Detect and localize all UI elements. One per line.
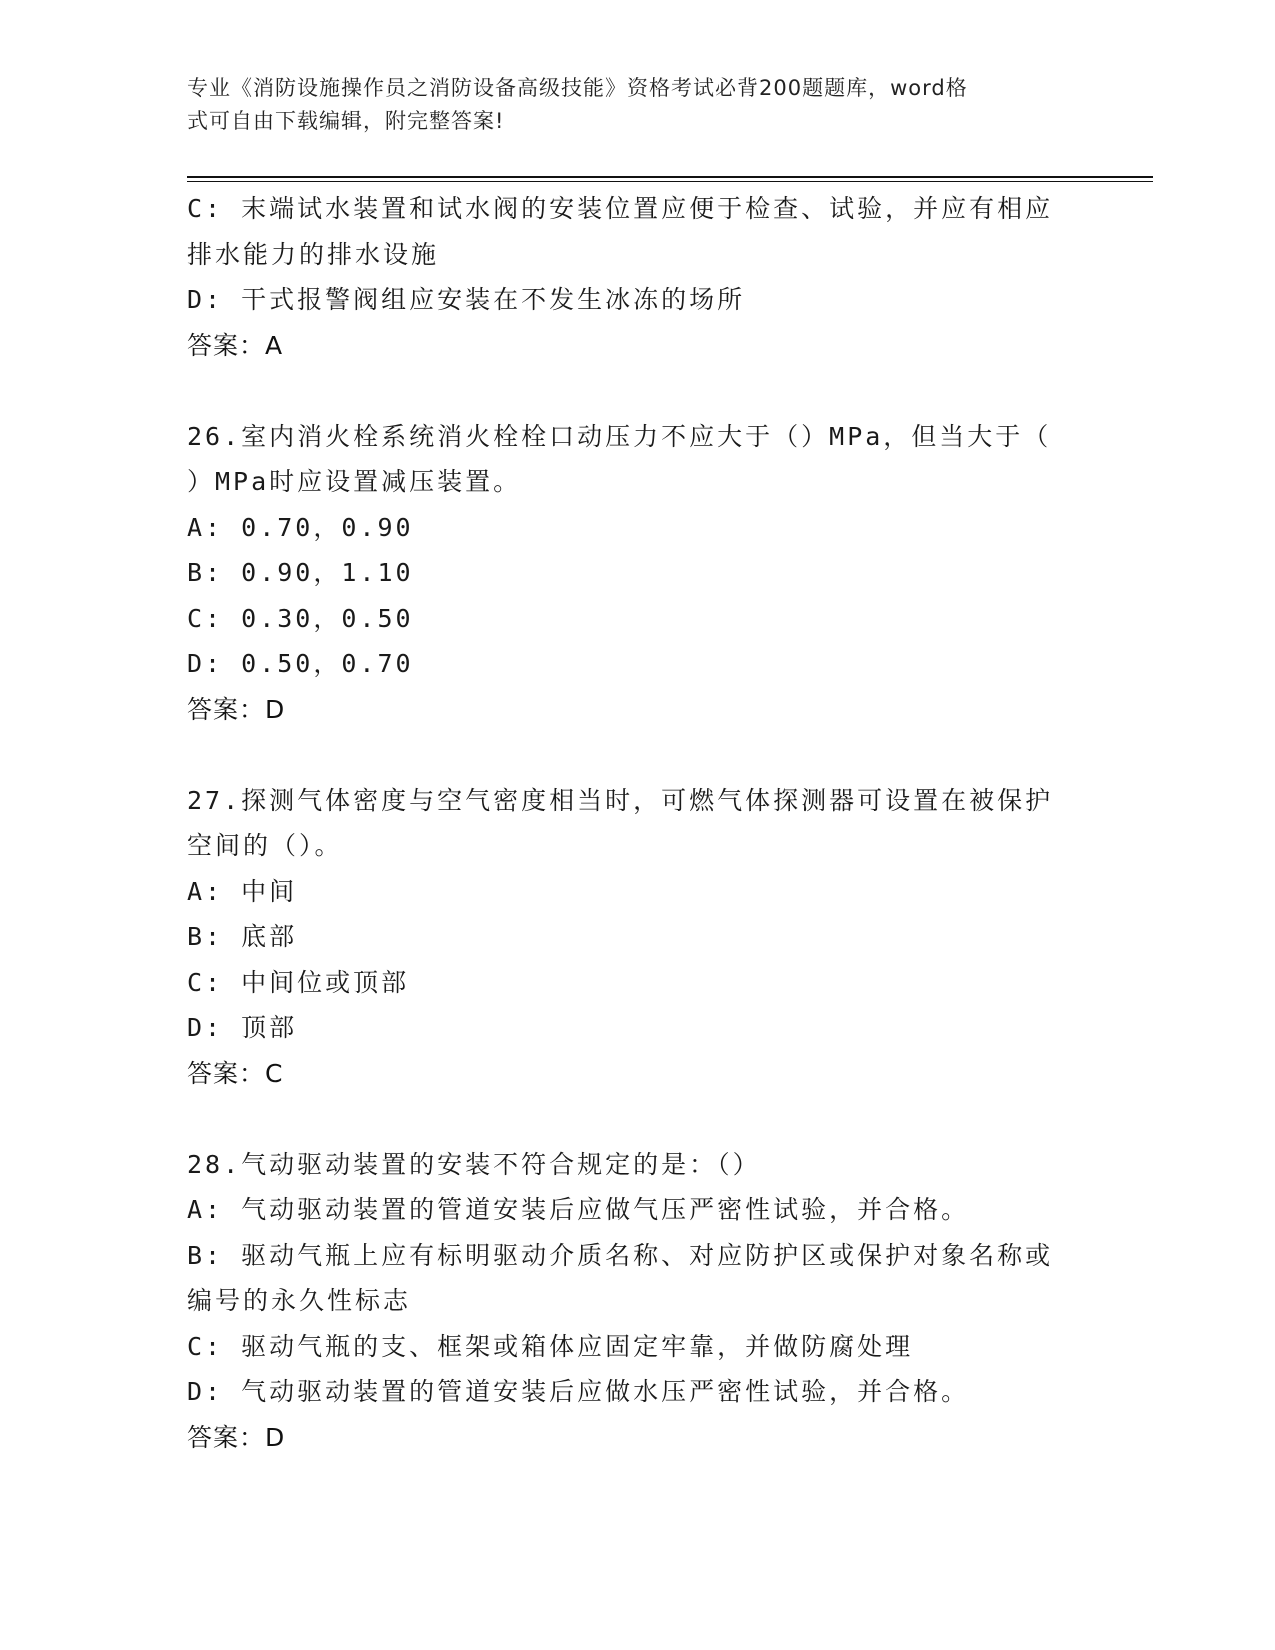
option-b: B: 底部 [187,922,298,951]
question-27 [187,778,1087,1097]
answer: 答案：D [187,694,286,724]
spacer [187,1096,1087,1142]
page-header [187,72,1067,138]
question-stem: 26.室内消火栓系统消火栓栓口动压力不应大于（）MPa，但当大于（ [187,421,1052,451]
option-c: C: 中间位或顶部 [187,967,410,997]
answer: 答案：C [187,1058,284,1088]
option-c-continued: 排水能力的排水设施 [187,239,440,269]
question-list [187,186,1087,1460]
option-d: D: 顶部 [187,1013,298,1042]
option-a: A: 0.70，0.90 [187,512,414,542]
option-c: C: 驱动气瓶的支、框架或箱体应固定牢靠，并做防腐处理 [187,1331,914,1361]
option-b: B: 0.90，1.10 [187,558,414,587]
question-stem: 27.探测气体密度与空气密度相当时，可燃气体探测器可设置在被保护 [187,785,1054,815]
option-a: A: 气动驱动装置的管道安装后应做气压严密性试验，并合格。 [187,1195,970,1224]
option-d: D: 0.50，0.70 [187,649,414,678]
question-28 [187,1142,1087,1461]
question-stem-continued: ）MPa时应设置减压装置。 [187,467,522,496]
question-26 [187,414,1087,733]
option-c: C: 0.30，0.50 [187,603,414,633]
option-b: B: 驱动气瓶上应有标明驱动介质名称、对应防护区或保护对象名称或 [187,1240,1054,1270]
answer: 答案：A [187,330,284,360]
spacer [187,368,1087,414]
question-stem: 28.气动驱动装置的安装不符合规定的是：（） [187,1149,761,1179]
header-rule-thick [187,176,1153,178]
question-25 [187,186,1087,368]
option-c: C: 末端试水装置和试水阀的安装位置应便于检查、试验，并应有相应 [187,194,1054,223]
spacer [187,732,1087,778]
option-a: A: 中间 [187,876,298,906]
header-line-2: 式可自由下载编辑，附完整答案! [187,109,505,133]
question-stem-continued: 空间的（）。 [187,831,343,860]
answer: 答案：D [187,1422,286,1452]
option-d: D: 气动驱动装置的管道安装后应做水压严密性试验，并合格。 [187,1377,970,1406]
header-line-1: 专业《消防设施操作员之消防设备高级技能》资格考试必背200题题库，word格 [187,76,968,100]
option-b-continued: 编号的永久性标志 [187,1286,412,1315]
option-d: D: 干式报警阀组应安装在不发生冰冻的场所 [187,285,746,314]
header-rule-thin [187,181,1153,182]
